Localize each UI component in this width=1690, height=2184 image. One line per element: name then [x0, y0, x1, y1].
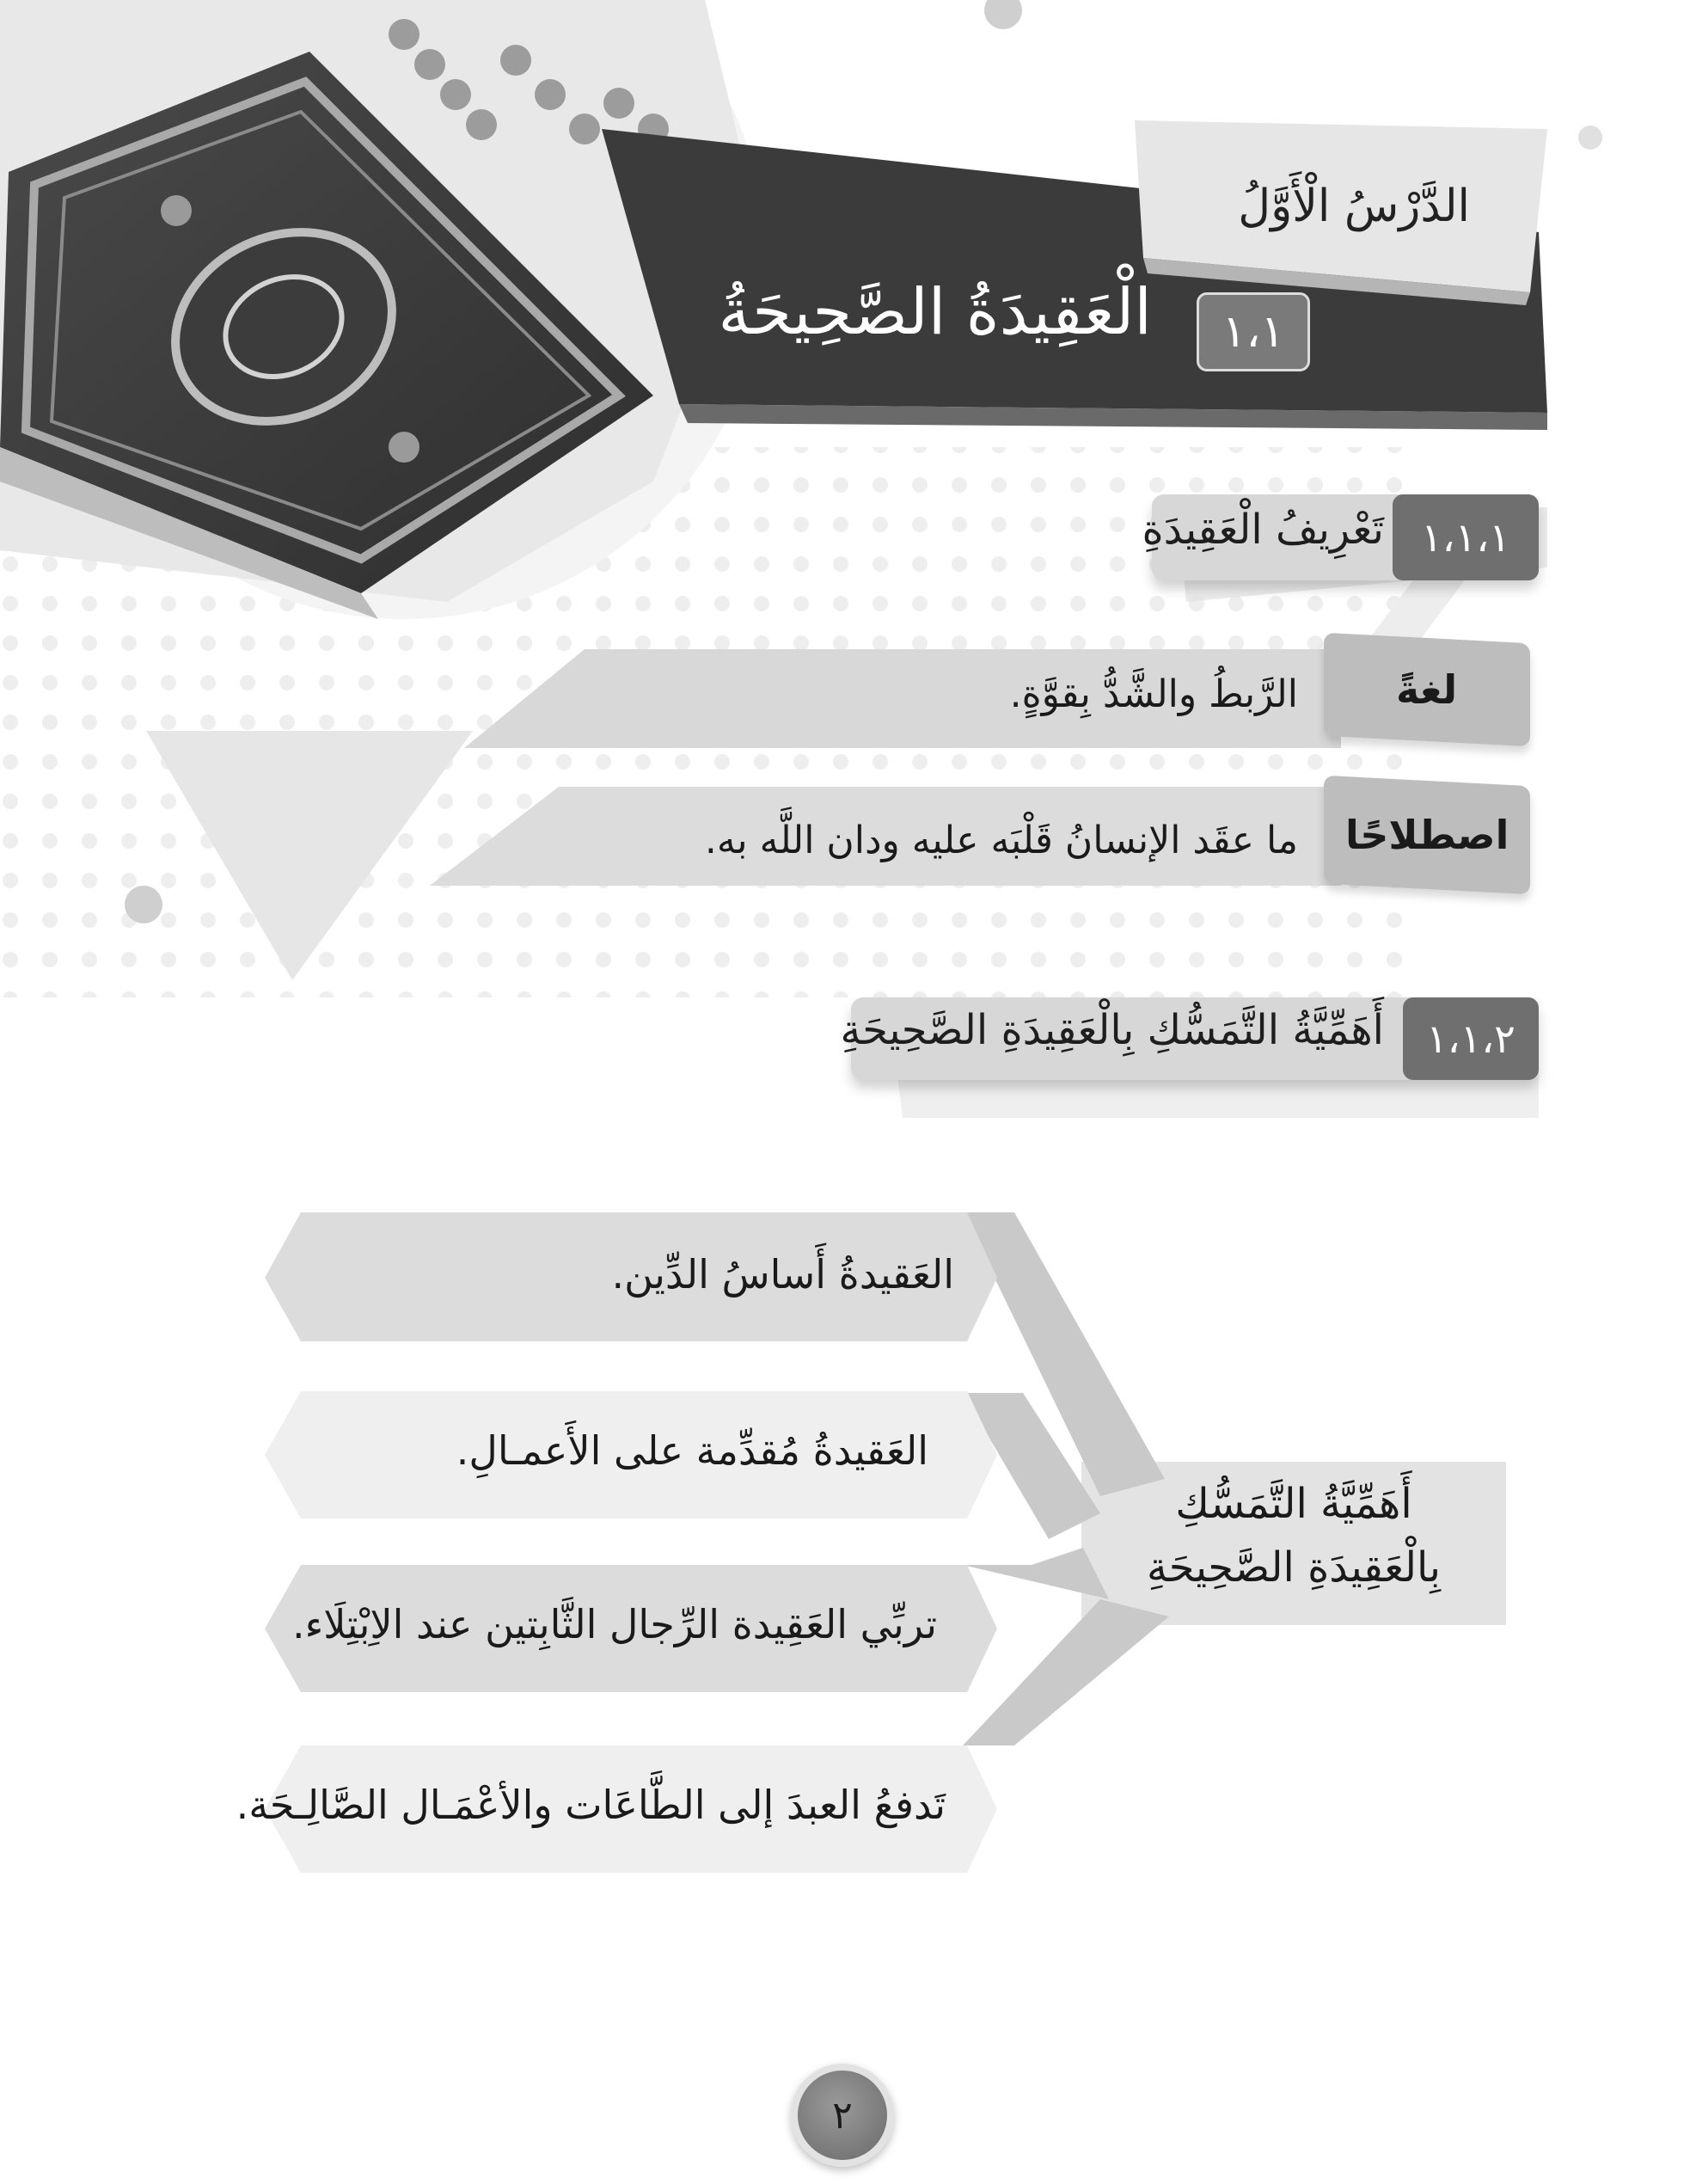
- section-definition-title: تَعْرِيفُ الْعَقِيدَةِ: [1142, 506, 1384, 554]
- definition-text-technical: ما عقَد الإنسانُ قَلْبَه عليه ودان اللَّه به.: [704, 819, 1298, 862]
- section-importance-number: ١،١،٢: [1403, 997, 1539, 1080]
- definition-text-linguistic: الرَّبطُ والشَّدُّ بِقوَّةٍ.: [1009, 672, 1298, 716]
- diagram-item-4: تَدفعُ العبدَ إلى الطَّاعَات والأعْمَـال الصَّالِـحَة.: [236, 1782, 946, 1828]
- diagram-item-1: العَقيدةُ أَساسُ الدِّين.: [611, 1251, 954, 1298]
- diagram-item-2: العَقيدةُ مُقدِّمة على الأَعمـالِ.: [456, 1427, 928, 1474]
- diagram-hub: [1090, 1472, 1497, 1600]
- lesson-title: الْعَقِيدَةُ الصَّحِيحَةُ: [718, 275, 1152, 349]
- definition-label-text: لغةً: [1396, 666, 1458, 713]
- definition-label-linguistic: [1324, 633, 1530, 747]
- definition-label-technical: [1324, 776, 1530, 895]
- page-number: ٢: [791, 2064, 894, 2167]
- lesson-label: الدَّرْسُ الْأَوَّلُ: [1238, 181, 1470, 232]
- diagram-item-3: تربِّي العَقِيدة الرِّجال الثَّابِتين عند الاِبْتِلَاء.: [291, 1601, 937, 1647]
- diagram-hub-line-2: بِالْعَقِيدَةِ الصَّحِيحَةِ: [1147, 1543, 1441, 1592]
- section-importance-title: أَهَمِّيَّةُ التَّمَسُّكِ بِالْعَقِيدَةِ الصَّحِيحَةِ: [840, 1006, 1384, 1054]
- definition-label-text: اصطلاحًا: [1344, 811, 1509, 858]
- section-definition-number: ١،١،١: [1393, 494, 1539, 580]
- diagram-hub-line-1: أَهَمِّيَّةُ التَّمَسُّكِ: [1175, 1480, 1412, 1528]
- lesson-number-badge: ١،١: [1197, 292, 1310, 371]
